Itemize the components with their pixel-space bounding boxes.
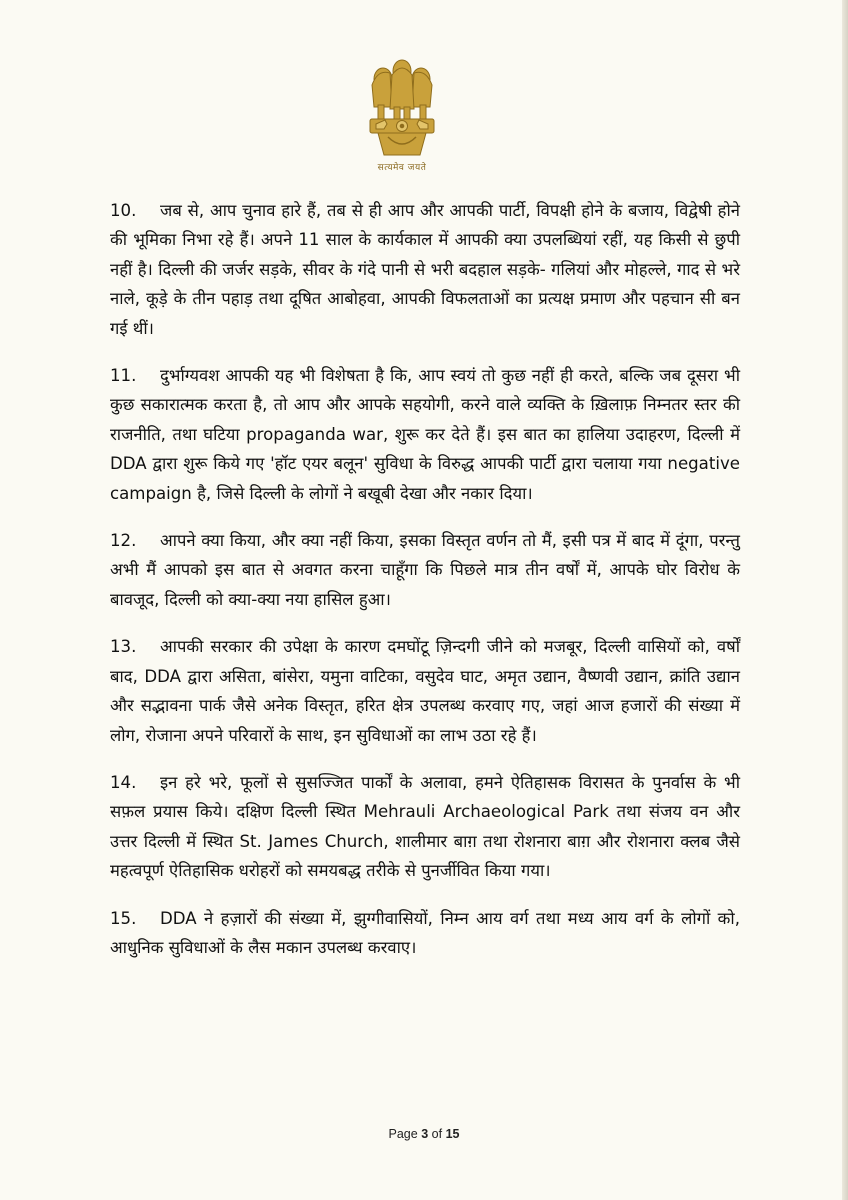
letter-body bbox=[110, 196, 740, 980]
paragraph-number: 14. bbox=[110, 772, 137, 792]
paragraph-text: DDA ने हज़ारों की संख्या में, झुग्गीवासियों, निम्न आय वर्ग तथा मध्य आय वर्ग के लोगों को, आधुनिक सुविधाओं के लैस मकान उपलब्ध करवाए। bbox=[110, 908, 740, 957]
paragraph-13 bbox=[110, 632, 740, 750]
of-word: of bbox=[431, 1127, 443, 1141]
paragraph-number: 11. bbox=[110, 366, 137, 386]
paragraph-number: 15. bbox=[110, 908, 137, 928]
paragraph-10 bbox=[110, 196, 740, 343]
paragraph-number: 12. bbox=[110, 531, 137, 551]
paragraph-text: दुर्भाग्यवश आपकी यह भी विशेषता है कि, आप स्वयं तो कुछ नहीं ही करते, बल्कि जब दूसरा भी कुछ सकारात्मक करता है, तो आप और आपके सहयोगी, करने वाले व्यक्ति के ख़िलाफ़ निम्नतर स्तर की राजनीति, तथा घटिया propaganda war, शुरू कर देते हैं। इस बात का हालिया उदाहरण, दिल्ली में DDA द्वारा शुरू किये गए 'हॉट एयर बलून' सुविधा के विरुद्ध आपकी पार्टी द्वारा चलाया गया negative campaign है, जिसे दिल्ली के लोगों ने बखूबी देखा और नकार दिया। bbox=[110, 366, 740, 503]
paragraph-15 bbox=[110, 904, 740, 963]
paragraph-12 bbox=[110, 526, 740, 614]
page-word: Page bbox=[388, 1127, 418, 1141]
paragraph-text: आपने क्या किया, और क्या नहीं किया, इसका विस्तृत वर्णन तो मैं, इसी पत्र में बाद में दूंगा, परन्तु अभी मैं आपको इस बात से अवगत करना चाहूँगा कि पिछले मात्र तीन वर्षों में, आपके घोर विरोध के बावजूद, दिल्ली को क्या-क्या नया हासिल हुआ। bbox=[110, 531, 740, 609]
paragraph-number: 13. bbox=[110, 637, 137, 657]
page-number-footer bbox=[0, 1127, 848, 1141]
paragraph-number: 10. bbox=[110, 201, 137, 220]
page-edge bbox=[842, 0, 848, 1200]
paragraph-14 bbox=[110, 768, 740, 886]
paragraph-text: आपकी सरकार की उपेक्षा के कारण दमघोंटू ज़िन्दगी जीने को मजबूर, दिल्ली वासियों को, वर्षों बाद, DDA द्वारा असिता, बांसेरा, यमुना वाटिका, वसुदेव घाट, अमृत उद्यान, वैष्णवी उद्यान, क्रांति उद्यान और सद्भावना पार्क जैसे अनेक विस्तृत, हरित क्षेत्र उपलब्ध करवाए गए, जहां आज हजारों की संख्या में लोग, रोजाना अपने परिवारों के साथ, इन सुविधाओं का लाभ उठा रहे हैं। bbox=[110, 637, 740, 745]
emblem-motto: सत्यमेव जयते bbox=[377, 163, 427, 173]
total-page-count: 15 bbox=[445, 1127, 460, 1141]
paragraph-text: जब से, आप चुनाव हारे हैं, तब से ही आप और आपकी पार्टी, विपक्षी होने के बजाय, विद्वेषी होने की भूमिका निभा रहे हैं। अपने 11 साल के कार्यकाल में आपकी क्या उपलब्धियां रहीं, यह किसी से छुपी नहीं है। दिल्ली की जर्जर सड़के, सीवर के गंदे पानी से भरी बदहाल सड़के- गलियां और मोहल्ले, गाद से भरे नाले, कूड़े के तीन पहाड़ तथा दूषित आबोहवा, आपकी विफलताओं का प्रत्यक्ष प्रमाण और पहचान सी बन गई थीं। bbox=[110, 201, 740, 338]
current-page-number: 3 bbox=[421, 1127, 429, 1141]
paragraph-11 bbox=[110, 361, 740, 508]
paragraph-text: इन हरे भरे, फूलों से सुसज्जित पार्कों के अलावा, हमने ऐतिहासक विरासत के पुनर्वास के भी सफ़ल प्रयास किये। दक्षिण दिल्ली स्थित Mehrauli Archaeological Park तथा संजय वन और उत्तर दिल्ली में स्थित St. James Church, शालीमार बाग़ तथा रोशनारा बाग़ और रोशनारा क्लब जैसे महत्वपूर्ण ऐतिहासिक धरोहरों को समयबद्ध तरीके से पुनर्जीवित किया गया। bbox=[110, 772, 740, 881]
